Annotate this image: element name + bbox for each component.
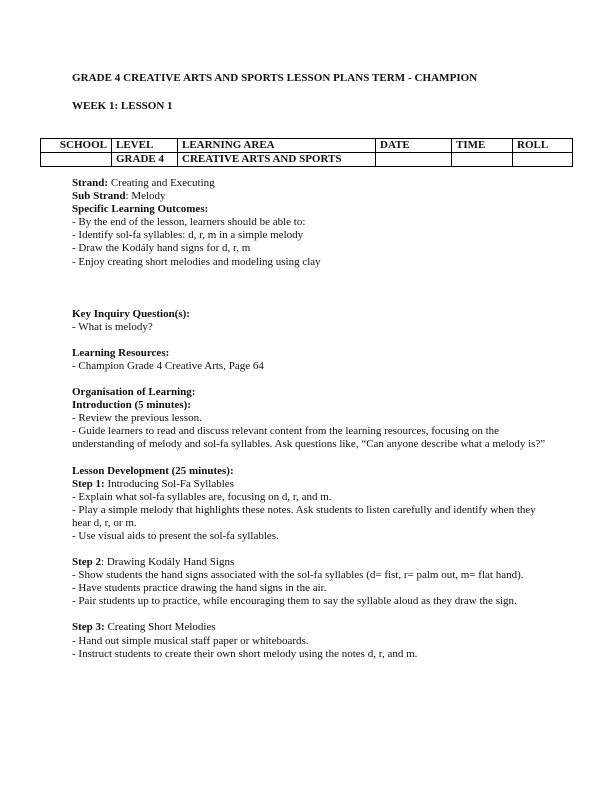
header-level: LEVEL: [112, 139, 178, 153]
outcomes-heading: Specific Learning Outcomes:: [72, 203, 209, 216]
resource-item: - Champion Grade 4 Creative Arts, Page 64: [72, 359, 264, 372]
strand-line: [72, 177, 552, 190]
cell-school: [41, 153, 112, 167]
step-item: - Instruct students to create their own short melody using the notes d, r, and m.: [72, 647, 418, 660]
outcome-item: - Enjoy creating short melodies and modeling using clay: [72, 255, 321, 268]
lesson-info-table: [40, 138, 573, 167]
step-item: - Have students practice drawing the hand signs in the air.: [72, 582, 327, 595]
header-learning-area: LEARNING AREA: [178, 139, 376, 153]
header-date: DATE: [376, 139, 452, 153]
header-roll: ROLL: [513, 139, 573, 153]
inquiry-item: - What is melody?: [72, 320, 153, 333]
step-1-label: Step 1:: [72, 477, 105, 490]
outcome-item: - Identify sol-fa syllables: d, r, m in a simple melody: [72, 229, 304, 242]
step-3-label: Step 3:: [72, 621, 105, 634]
step-item: - Play a simple melody that highlights these notes. Ask students to listen carefully and identify when they hear d, r, or m.: [72, 503, 536, 529]
spacer: [72, 269, 552, 295]
strand-value: Creating and Executing: [108, 177, 215, 189]
lesson-content: [72, 177, 552, 661]
table-header-row: [41, 139, 573, 153]
step-2-line: [72, 556, 552, 569]
cell-date: [376, 153, 452, 167]
step-item: - Use visual aids to present the sol-fa syllables.: [72, 529, 279, 542]
step-item: - Show students the hand signs associated with the sol-fa syllables (d= fist, r= palm out, m= flat hand).: [72, 569, 524, 582]
spacer: [72, 334, 552, 347]
table-row: [41, 153, 573, 167]
step-2-label: Step 2: [72, 556, 102, 569]
strand-label: Strand:: [72, 177, 109, 189]
spacer: [72, 295, 552, 308]
sub-strand-line: [72, 190, 552, 203]
development-heading: Lesson Development (25 minutes):: [72, 464, 234, 477]
header-school: SCHOOL: [41, 139, 112, 153]
page-title: GRADE 4 CREATIVE ARTS AND SPORTS LESSON PLANS TERM - CHAMPION: [72, 72, 478, 84]
step-item: - Hand out simple musical staff paper or whiteboards.: [72, 634, 309, 647]
spacer: [72, 373, 552, 386]
week-lesson-title: WEEK 1: LESSON 1: [72, 100, 173, 112]
sub-strand-label: Sub Strand: [72, 190, 126, 203]
intro-item: - Guide learners to read and discuss relevant content from the learning resources, focusing on the understanding of melody and sol-fa syllables. Ask questions like, “Can anyone describe what a melody is?”: [72, 425, 546, 451]
outcome-item: - Draw the Kodály hand signs for d, r, m: [72, 242, 251, 255]
sub-strand-value: : Melody: [125, 190, 166, 203]
inquiry-heading: Key Inquiry Question(s):: [72, 307, 190, 320]
introduction-heading: Introduction (5 minutes):: [72, 399, 191, 412]
organisation-heading: Organisation of Learning:: [72, 386, 196, 399]
step-2-title: : Drawing Kodály Hand Signs: [101, 556, 235, 569]
intro-item: - Review the previous lesson.: [72, 412, 202, 425]
spacer: [72, 608, 552, 621]
step-1-title: Introducing Sol-Fa Syllables: [104, 477, 234, 490]
header-time: TIME: [452, 139, 513, 153]
cell-time: [452, 153, 513, 167]
cell-roll: [513, 153, 573, 167]
resources-heading: Learning Resources:: [72, 346, 170, 359]
spacer: [72, 452, 552, 465]
step-item: - Explain what sol-fa syllables are, focusing on d, r, and m.: [72, 490, 332, 503]
step-3-title: Creating Short Melodies: [104, 621, 216, 634]
cell-level: GRADE 4: [112, 153, 178, 167]
step-item: - Pair students up to practice, while encouraging them to say the syllable aloud as they draw the sign.: [72, 595, 517, 608]
outcome-item: - By the end of the lesson, learners should be able to:: [72, 216, 306, 229]
cell-learning-area: CREATIVE ARTS AND SPORTS: [178, 153, 376, 167]
spacer: [72, 543, 552, 556]
step-3-line: [72, 621, 552, 634]
step-1-line: [72, 478, 552, 491]
